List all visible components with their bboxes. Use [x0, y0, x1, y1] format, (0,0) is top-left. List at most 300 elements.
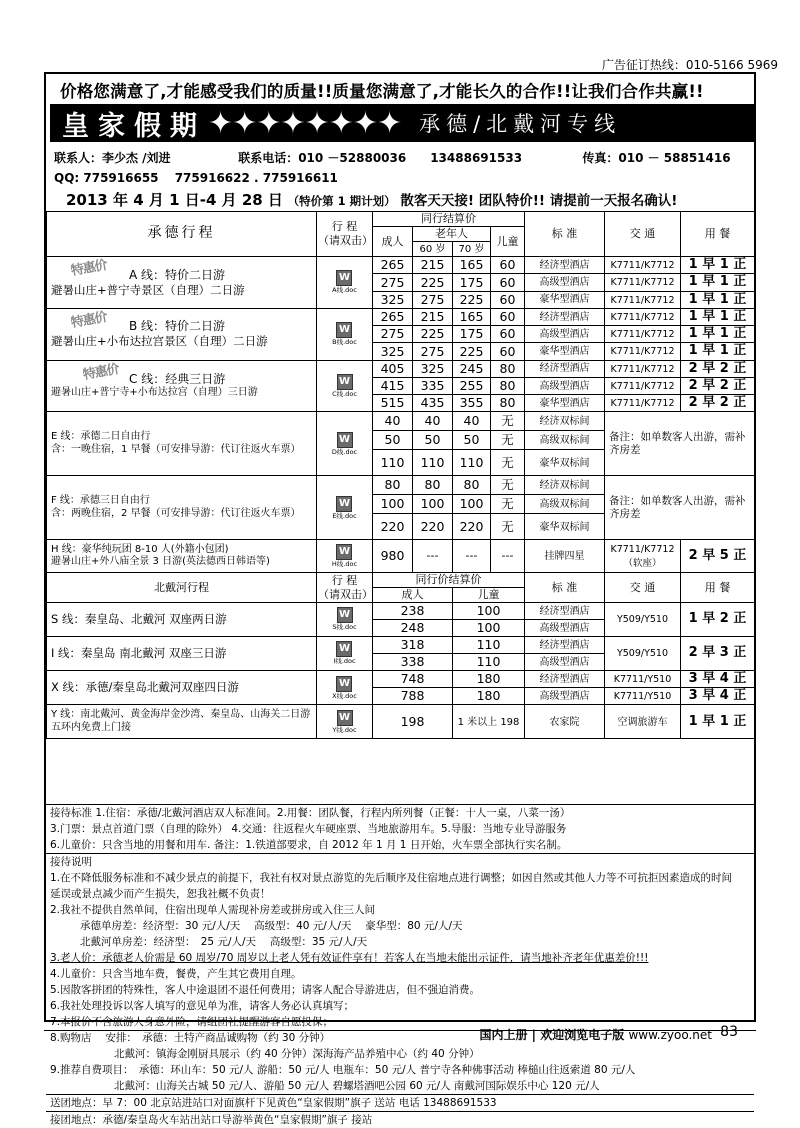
table-cell [453, 653, 525, 670]
transport-mode: 空调旅游车 [617, 716, 668, 728]
table-cell [605, 476, 755, 540]
col-header-meals: 用 餐 [704, 227, 731, 241]
price-child: 180 [476, 688, 501, 704]
price-adult: 415 [380, 378, 405, 393]
table-row [47, 540, 755, 573]
price-senior-60: --- [426, 549, 439, 563]
price-adult: 325 [380, 343, 405, 359]
room-standard: 高级双标间 [539, 435, 590, 446]
price-adult: 265 [380, 257, 405, 273]
table-cell [605, 343, 681, 360]
hotel-standard: 豪华型酒店 [539, 294, 590, 306]
table-cell [525, 274, 605, 291]
table-cell [317, 212, 373, 257]
meal-plan: 1 早 1 正 [688, 274, 747, 290]
standard-line: 3.门票：景点首道门票（自理的除外） 4.交通：往返程火车硬座票、当地旅游用车。5.导服：当地专业导游服务 [50, 823, 567, 835]
date-range: 2013 年 4 月 1 日-4 月 28 日 [66, 191, 283, 209]
table-cell [525, 653, 605, 670]
table-cell [681, 705, 755, 739]
table-cell [47, 476, 317, 540]
table-cell [681, 274, 755, 291]
train-number: K7711/K7712 [610, 311, 675, 323]
route-name: S 线：秦皇岛、北戴河 双座两日游 [51, 612, 227, 627]
price-senior-60: 220 [420, 518, 445, 534]
table-cell [525, 688, 605, 705]
hotel-standard: 经济型酒店 [539, 363, 590, 375]
table-cell [373, 636, 453, 653]
col-header-adult: 成人 [401, 588, 424, 601]
note-line: 7.本报价不含旅游人身意外险，请组团社提醒游客自愿投保； [50, 1016, 334, 1028]
price-senior-70: 80 [463, 477, 480, 493]
table-row [47, 602, 755, 619]
pickup-line: 接团地点：承德/秦皇岛火车站出站口导游举黄色“皇家假期”旗子 接站 [46, 1111, 754, 1128]
doc-filename: C线.doc [332, 389, 357, 398]
col-header-itinerary-sub: （请双击） [318, 234, 373, 247]
page-number: 83 [720, 1024, 738, 1040]
table-cell [373, 514, 413, 540]
price-adult: 338 [400, 653, 425, 669]
price-senior-60: 325 [420, 360, 445, 376]
doc-filename: D线.doc [331, 447, 358, 456]
table-cell [681, 326, 755, 343]
table-cell [525, 360, 605, 377]
table-cell [681, 360, 755, 377]
table-cell [453, 705, 525, 739]
price-senior-60: 100 [420, 496, 445, 512]
meal-plan: 1 早 2 正 [688, 611, 747, 627]
table-cell [373, 326, 413, 343]
hotel-standard: 高级型酒店 [539, 690, 590, 702]
note-line: 延误或景点减少而产生损失，恕我社概不负责！ [50, 888, 271, 900]
note-line: 8.购物店 安排： 承德：土特产商品诚购物（约 30 分钟） [50, 1032, 331, 1044]
footer-divider: | [531, 1028, 537, 1042]
table-cell [525, 573, 605, 603]
table-cell [605, 308, 681, 325]
table-cell [681, 377, 755, 394]
table-cell [413, 326, 453, 343]
price-child: 无 [501, 413, 514, 429]
table-cell [47, 670, 317, 705]
table-row [47, 257, 755, 274]
word-doc-icon[interactable] [332, 496, 356, 520]
price-senior-70: 225 [459, 343, 484, 359]
table-cell [525, 212, 605, 257]
price-senior-70: 175 [459, 326, 484, 342]
note-line: 承德单房差：经济型：30 元/人/天 高级型：40 元/人/天 豪华型：80 元/人/天 [80, 920, 463, 932]
hotel-standard: 高级型酒店 [539, 328, 590, 340]
table-cell [413, 476, 453, 495]
table-cell [525, 450, 605, 476]
price-senior-60: 225 [420, 274, 445, 290]
hotel-standard: 豪华型酒店 [539, 346, 590, 358]
footer-domain[interactable]: www.zyoo.net [628, 1028, 712, 1042]
table-cell [47, 212, 317, 257]
price-child: 无 [501, 477, 514, 493]
word-doc-icon[interactable] [332, 374, 357, 398]
table-cell [681, 573, 755, 603]
price-senior-60: 110 [420, 454, 445, 470]
table-cell [605, 688, 681, 705]
meal-plan: 2 早 3 正 [688, 645, 747, 661]
star-icons: ✦✦✦✦✦✦✦✦ [208, 105, 402, 141]
train-number: K7711/K7712 [610, 398, 675, 410]
table-cell [453, 450, 491, 476]
train-number: K7711/K7712 [610, 380, 675, 392]
room-standard: 豪华双标间 [539, 521, 590, 533]
price-child: 60 [499, 309, 516, 324]
table-header-row [47, 573, 755, 588]
route-note: 备注：如单数客人出游，需补齐房差 [609, 494, 746, 520]
price-adult: 325 [380, 291, 405, 307]
word-doc-icon[interactable] [332, 607, 356, 631]
table-cell [47, 602, 317, 636]
table-cell [413, 412, 453, 431]
price-adult: 100 [380, 496, 405, 512]
note-line: 北戴河：山海关古城 50 元/人、游船 50 元/人 碧螺塔酒吧公园 60 元/人 南戴河国际娱乐中心 120 元/人 [114, 1080, 600, 1092]
table-row [47, 636, 755, 653]
meal-plan: 3 早 4 正 [688, 670, 747, 686]
table-cell [681, 688, 755, 705]
price-child: 80 [499, 378, 516, 393]
meal-plan: 1 早 1 正 [688, 326, 747, 341]
table-cell [453, 326, 491, 343]
price-adult: 248 [400, 619, 425, 635]
route-desc: 五环内免费上门接 [51, 721, 131, 733]
table-cell [413, 377, 453, 394]
hotel-standard: 高级型酒店 [539, 656, 590, 668]
table-cell [47, 705, 317, 739]
meal-plan: 1 早 1 正 [688, 257, 747, 272]
terms-section [46, 804, 754, 1128]
table-cell [453, 619, 525, 636]
table-cell [373, 495, 413, 514]
price-child: 100 [476, 619, 501, 635]
table-cell [317, 636, 373, 670]
table-cell [373, 476, 413, 495]
table-cell [605, 395, 681, 412]
table-cell [491, 308, 525, 325]
table-cell [47, 540, 317, 573]
meal-plan: 1 早 1 正 [688, 291, 747, 307]
footer-section: 国内上册 [479, 1028, 528, 1042]
table-cell [453, 670, 525, 687]
table-cell [47, 573, 317, 603]
table-cell [317, 540, 373, 573]
price-senior-60: 80 [424, 477, 441, 493]
contact-phone: 联系电话：010 －52880036 13488691533 [238, 151, 523, 165]
table-cell [681, 212, 755, 257]
table-cell [373, 291, 413, 308]
price-child: 80 [499, 395, 516, 411]
footer-text [479, 1026, 712, 1043]
col-header-peer-price: 同行结算价 [421, 212, 476, 225]
table-cell [373, 226, 413, 256]
table-cell [605, 412, 755, 476]
word-doc-icon[interactable] [332, 676, 357, 700]
price-child: 60 [499, 257, 516, 273]
price-adult: 50 [384, 432, 401, 448]
table-cell [453, 343, 491, 360]
table-cell [47, 360, 317, 412]
note-line: 4.儿童价：只含当地车费，餐费，产生其它费用自理。 [50, 968, 302, 980]
table-cell [525, 326, 605, 343]
table-cell [413, 450, 453, 476]
brand-banner [50, 104, 754, 142]
date-line [66, 189, 677, 210]
price-child: 110 [476, 636, 501, 652]
table-cell [491, 495, 525, 514]
table-cell [373, 257, 413, 274]
price-adult: 80 [384, 477, 401, 493]
word-doc-icon[interactable] [332, 270, 357, 294]
train-number: K7711/K7712 [610, 294, 675, 306]
price-adult: 220 [380, 518, 405, 534]
table-row [47, 670, 755, 687]
route-name: F 线：承德三日自由行 [51, 495, 150, 507]
table-cell [453, 588, 525, 603]
special-price-stamp: 特惠价 [81, 361, 120, 383]
table-cell [453, 291, 491, 308]
table-cell [373, 431, 413, 450]
word-doc-icon[interactable] [332, 432, 357, 456]
meal-plan: 2 早 5 正 [688, 548, 747, 564]
plan-label: （特价第 1 期计划） [287, 194, 396, 208]
standard-line: 接待标准 1.住宿：承德/北戴河酒店双人标准间。2.用餐：团队餐，行程内所列餐（正餐：十人一桌，八菜一汤） [50, 807, 571, 819]
word-w-icon: W [336, 322, 352, 338]
word-doc-icon[interactable] [333, 641, 355, 665]
doc-filename: B线.doc [332, 338, 357, 347]
word-w-icon: W [336, 641, 352, 657]
table-cell [317, 705, 373, 739]
col-header-standard: 标 准 [551, 227, 578, 241]
standard-line: 6.儿童价：只含当地的用餐和用车. 备注：1.铁道部要求，自 2012 年 1 月 1 日开始，火车票全部执行实名制。 [46, 837, 754, 854]
hotel-standard: 经济型酒店 [539, 639, 590, 651]
price-senior-70: 355 [459, 395, 484, 411]
route-desc: 避暑山庄+普宁寺景区（自理）二日游 [51, 282, 245, 297]
price-child: 100 [476, 602, 501, 618]
train-number: K7711/K7712 [610, 329, 675, 341]
table-cell [453, 412, 491, 431]
col-header-itinerary: 行 程 [331, 573, 358, 587]
page-footer [0, 1018, 800, 1042]
qq-line: QQ: 775916655 775916622 . 775916611 [54, 171, 338, 185]
table-cell [453, 476, 491, 495]
table-cell [453, 360, 491, 377]
price-senior-70: 40 [463, 413, 480, 429]
table-cell [317, 308, 373, 360]
table-cell [525, 412, 605, 431]
table-cell [681, 602, 755, 636]
doc-filename: S线.doc [332, 623, 357, 632]
price-senior-60: 50 [424, 432, 441, 448]
table-cell [605, 573, 681, 603]
price-adult: 405 [380, 360, 405, 376]
price-adult: 318 [400, 636, 425, 652]
price-child: 无 [501, 518, 514, 534]
table-cell [605, 291, 681, 308]
train-number: Y509/Y510 [616, 648, 669, 660]
table-cell [373, 602, 453, 619]
price-adult: 748 [400, 671, 425, 686]
word-w-icon: W [336, 676, 352, 692]
word-w-icon: W [336, 544, 352, 560]
route-name: E 线：承德二日自由行 [51, 431, 151, 443]
meal-plan: 1 早 1 正 [688, 308, 747, 324]
col-header-itinerary: 行 程 [331, 220, 358, 234]
price-senior-60: 435 [420, 395, 445, 411]
note-line: 北戴河：镇海金刚厨具展示（约 40 分钟）深海海产品养殖中心（约 40 分钟） [114, 1048, 480, 1060]
hotel-standard: 高级型酒店 [539, 277, 590, 289]
price-adult: 238 [400, 602, 425, 618]
table-cell [373, 395, 413, 412]
price-senior-70: 255 [459, 378, 484, 393]
footer-slogan: 欢迎浏览电子版 [540, 1028, 625, 1042]
col-header-senior: 老年人 [435, 226, 468, 240]
price-senior-60: 275 [420, 343, 445, 359]
table-cell [681, 395, 755, 412]
table-header-row [47, 212, 755, 227]
table-cell [413, 343, 453, 360]
table-cell [47, 636, 317, 670]
table-cell [681, 670, 755, 687]
hotel-standard: 豪华型酒店 [539, 397, 590, 409]
hotel-standard: 高级型酒店 [539, 380, 590, 392]
table-cell [491, 360, 525, 377]
route-name: Y 线：南北戴河、黄金海岸金沙湾、秦皇岛、山海关二日游 [51, 709, 311, 721]
route-name: H 线：豪华纯玩团 8-10 人(外籍小包团) [51, 543, 229, 555]
table-cell [525, 291, 605, 308]
table-cell [453, 602, 525, 619]
table-row [47, 360, 755, 377]
contact-person: 联系人：李少杰 /刘进 [54, 151, 171, 165]
train-number: K7711/K7712 [610, 260, 675, 272]
special-price-stamp: 特惠价 [69, 309, 108, 331]
doc-filename: A线.doc [332, 286, 357, 295]
word-w-icon: W [337, 374, 353, 390]
table-cell [491, 343, 525, 360]
price-child: 110 [476, 653, 501, 669]
price-child: 60 [499, 326, 516, 342]
table-cell [681, 257, 755, 274]
col-header-peer-price: 同行价结算价 [415, 573, 482, 587]
table-cell [525, 395, 605, 412]
contact-line [54, 149, 754, 166]
route-note: 备注：如单数客人出游，需补齐房差 [609, 430, 746, 456]
table-cell [373, 705, 453, 739]
table-cell [491, 514, 525, 540]
table-cell [413, 514, 453, 540]
price-child: 60 [499, 291, 516, 307]
price-senior-60: 40 [424, 413, 441, 429]
price-senior-70: 245 [459, 360, 484, 376]
word-w-icon: W [336, 496, 352, 512]
table-cell [491, 291, 525, 308]
table-cell [525, 636, 605, 653]
table-cell [317, 670, 373, 705]
train-number: K7711/K7712 [610, 346, 675, 358]
table-cell [373, 670, 453, 687]
table-row [47, 476, 755, 495]
table-cell [681, 291, 755, 308]
train-number: K7711/Y510 [613, 673, 672, 685]
table-cell [681, 636, 755, 670]
doc-filename: X线.doc [332, 691, 357, 700]
table-cell [453, 636, 525, 653]
table-cell [605, 636, 681, 670]
note-line: 3.老人价：承德老人价需是 60 周岁/70 周岁以上老人凭有效证件享有！若客人在当地未能出示证件，请当地补齐老年优惠差价!!! [50, 952, 649, 964]
table-cell [317, 573, 373, 603]
table-cell [373, 540, 413, 573]
meal-plan: 2 早 2 正 [688, 360, 747, 376]
route-line-title: 承德/北戴河专线 [419, 112, 622, 136]
price-senior-60: 275 [420, 291, 445, 307]
word-doc-icon[interactable] [332, 710, 356, 734]
table-cell [453, 431, 491, 450]
table-cell [491, 395, 525, 412]
table-cell [373, 619, 453, 636]
price-senior-60: 215 [420, 309, 445, 324]
table-cell [413, 360, 453, 377]
table-cell [373, 343, 413, 360]
col-header-meals: 用 餐 [704, 580, 731, 594]
price-adult: 275 [380, 326, 405, 342]
word-w-icon: W [337, 710, 353, 726]
table-cell [491, 412, 525, 431]
table-cell [491, 431, 525, 450]
table-cell [525, 343, 605, 360]
table-cell [605, 602, 681, 636]
meal-plan: 1 早 1 正 [688, 343, 747, 359]
table-cell [373, 653, 453, 670]
table-cell [373, 573, 525, 588]
table-row [47, 705, 755, 739]
price-child: 无 [501, 432, 514, 448]
hotel-standard: 经济型酒店 [539, 605, 590, 617]
table-cell [605, 540, 681, 573]
table-cell [373, 588, 453, 603]
table-cell [413, 495, 453, 514]
special-price-stamp: 特惠价 [69, 257, 108, 280]
room-standard: 经济双标间 [539, 416, 590, 427]
route-desc: 含：一晚住宿，1 早餐（可安排导游：代订往返火车票） [51, 443, 301, 455]
route-name: X 线：承德/秦皇岛北戴河双座四日游 [51, 680, 239, 695]
table-cell [525, 670, 605, 687]
hotel-standard: 经济型酒店 [539, 311, 590, 323]
price-child: 无 [501, 496, 514, 512]
route-name: A 线：特价二日游 [129, 267, 226, 282]
route-desc: 避暑山庄+小布达拉宫景区（自理）二日游 [51, 334, 268, 349]
price-adult: 110 [380, 454, 405, 470]
word-doc-icon[interactable] [332, 322, 357, 346]
price-senior-70: 110 [459, 454, 484, 470]
table-cell [317, 602, 373, 636]
table-cell [373, 377, 413, 394]
price-senior-70: 50 [463, 432, 480, 448]
table-cell [413, 395, 453, 412]
table-cell [373, 212, 525, 227]
word-doc-icon[interactable] [332, 544, 357, 568]
note-line: 2.我社不提供自然单间，住宿出现单人需现补房差或拼房或入住三人间 [50, 904, 376, 916]
table-cell [525, 602, 605, 619]
hotel-standard: 高级型酒店 [539, 622, 590, 634]
table-cell [317, 360, 373, 412]
col-header-itinerary-sub: （请双击） [318, 587, 373, 601]
table-cell [525, 705, 605, 739]
table-cell [47, 257, 317, 309]
price-senior-60: 225 [420, 326, 445, 342]
price-child: 60 [499, 274, 516, 290]
train-number: K7711/K7712（软座） [610, 544, 675, 570]
